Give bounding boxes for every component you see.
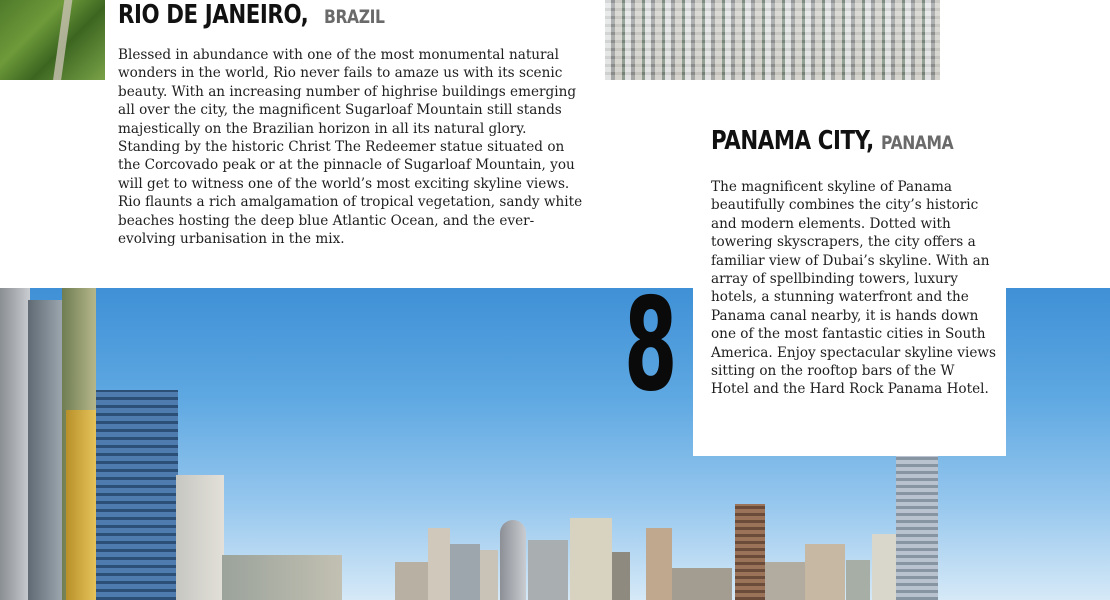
building [428,528,450,600]
building [612,552,630,600]
building [395,562,431,600]
building [805,544,845,600]
tower [176,475,224,600]
ranking-number: 8 [624,271,678,420]
building [846,560,870,600]
building [480,550,498,600]
building [765,562,805,600]
tower [0,288,30,600]
building [872,534,896,600]
rio-city-aerial-photo [605,0,940,80]
building [222,555,342,600]
panama-text-box [693,166,1006,456]
rio-city-name: RIO DE JANEIRO, [118,0,309,30]
panama-body-text: The magnificent skyline of Panama beautifully combines the city’s historic and modern elements. Dotted with towering skyscrapers, the city offers a familiar view of Dubai’s skyline. With an array of spellbinding towers, luxury hotels, a stunning waterfront and the Panama canal nearby, it is hands down one of the most fantastic cities in South America. Enjoy spectacular skyline views sitting on the rooftop bars of the W Hotel and the Hard Rock Panama Hotel. [711,179,996,398]
rio-body-text: Blessed in abundance with one of the most monumental natural wonders in the world, Rio never fails to amaze us with its scenic beauty. With an increasing number of highrise buildings emerging all over the city, the magnificent Sugarloaf Mountain still stands majestically on the Brazilian horizon in all its natural glory. Standing by the historic Christ The Redeemer statue situated on the Corcovado peak or at the pinnacle of Sugarloaf Mountain, you will get to witness one of the world’s most exciting skyline views. Rio flaunts a rich amalgamation of tropical vegetation, sandy white beaches hosting the deep blue Atlantic Ocean, and the ever-evolving urbanisation in the mix. [118,47,583,248]
rio-heading [118,2,398,28]
winding-road [50,0,73,80]
tower [896,455,938,600]
building [570,518,612,600]
rio-hillside-photo [0,0,105,80]
building [672,568,732,600]
building [450,544,480,600]
rio-country-name: BRAZIL [324,6,385,28]
panama-city-name: PANAMA CITY, [711,126,874,156]
building [646,528,672,600]
tower [735,504,765,600]
tower [66,410,96,600]
building [528,540,568,600]
panama-heading [711,128,970,154]
tower [500,520,526,600]
tower [96,390,178,600]
panama-country-name: PANAMA [881,132,954,154]
